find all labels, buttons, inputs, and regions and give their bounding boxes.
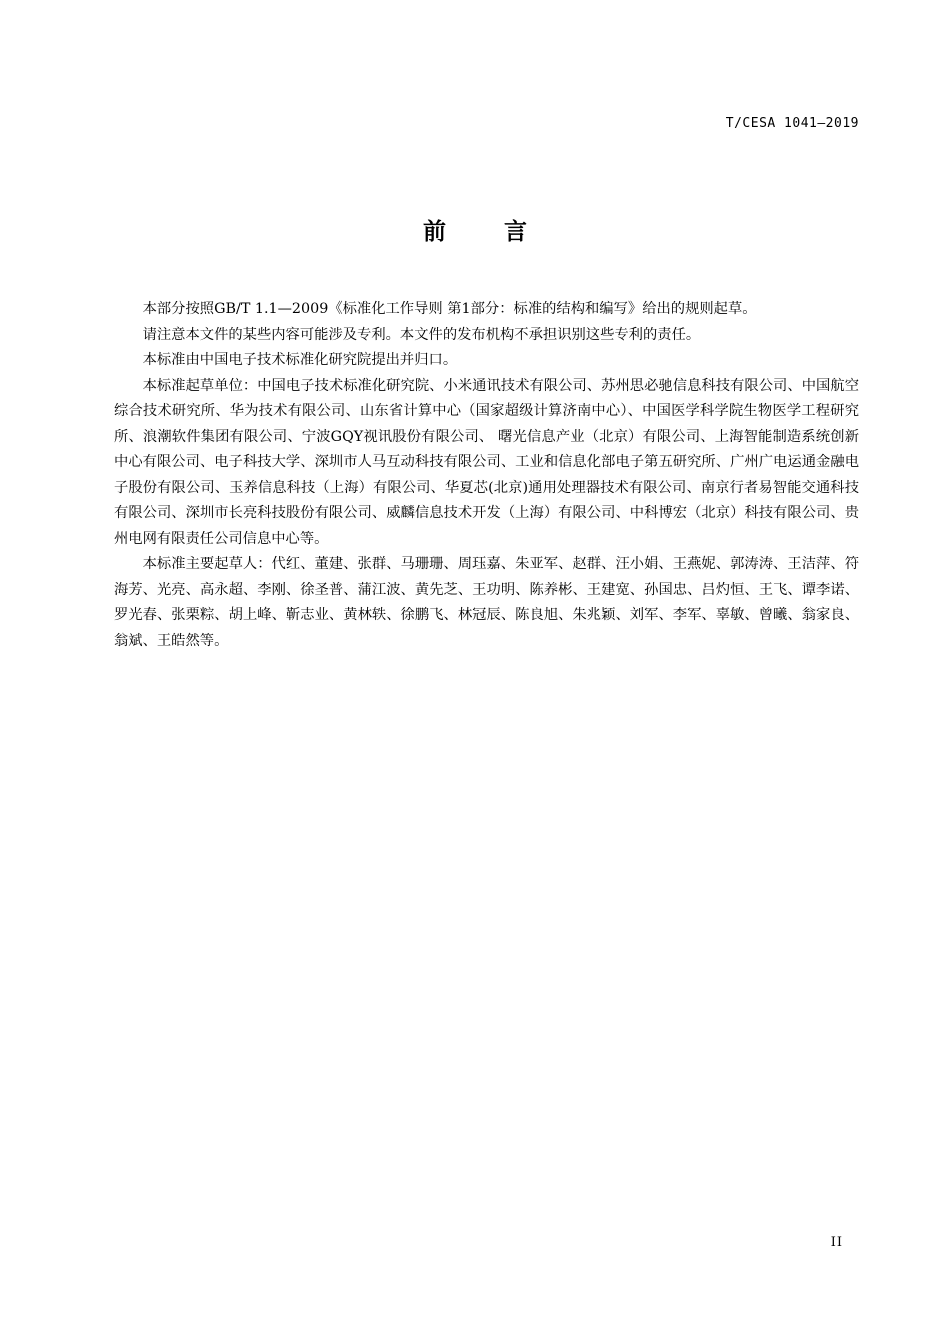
paragraph-drafters: 本标准主要起草人：代红、董建、张群、马珊珊、周珏嘉、朱亚军、赵群、汪小娟、王燕妮、郭涛涛、王洁萍、符海芳、光亮、高永超、李刚、徐圣普、蒲江波、黄先芝、王功明、陈养彬、王建宽、孙国忠、吕灼恒、王飞、谭李诺、罗光春、张栗粽、胡上峰、靳志业、黄林轶、徐鹏飞、林冠辰、陈良旭、朱兆颖、刘军、李军、辜敏、曾曦、翁家良、翁斌、王皓然等。 bbox=[114, 556, 859, 649]
paragraph-drafting-rules: 本部分按照GB/T 1.1—2009《标准化工作导则 第1部分：标准的结构和编写》给出的规则起草。 bbox=[142, 301, 757, 317]
document-body bbox=[114, 297, 859, 654]
standard-code: T/CESA 1041—2019 bbox=[725, 116, 859, 131]
page-number: II bbox=[830, 1235, 843, 1250]
paragraph-patent-notice: 请注意本文件的某些内容可能涉及专利。本文件的发布机构不承担识别这些专利的责任。 bbox=[142, 326, 701, 343]
paragraph-proposer: 本标准由中国电子技术标准化研究院提出并归口。 bbox=[142, 352, 458, 368]
paragraph-drafting-units: 本标准起草单位：中国电子技术标准化研究院、小米通讯技术有限公司、苏州思必驰信息科技有限公司、中国航空综合技术研究所、华为技术有限公司、山东省计算中心（国家超级计算济南中心）、中国医学科学院生物医学工程研究所、浪潮软件集团有限公司、宁波GQY视讯股份有限公司、 曙光信息产业（北京）有限公司、上海智能制造系统创新中心有限公司、电子科技大学、深圳市人马互动科技有限公司、工业和信息化部电子第五研究所、广州广电运通金融电子股份有限公司、玉养信息科技（上海）有限公司、华夏芯(北京)通用处理器技术有限公司、南京行者易智能交通科技有限公司、深圳市长亮科技股份有限公司、威麟信息技术开发（上海）有限公司、中科博宏（北京）科技有限公司、贵州电网有限责任公司信息中心等。 bbox=[114, 377, 859, 547]
page-title: 前言 bbox=[423, 219, 585, 245]
